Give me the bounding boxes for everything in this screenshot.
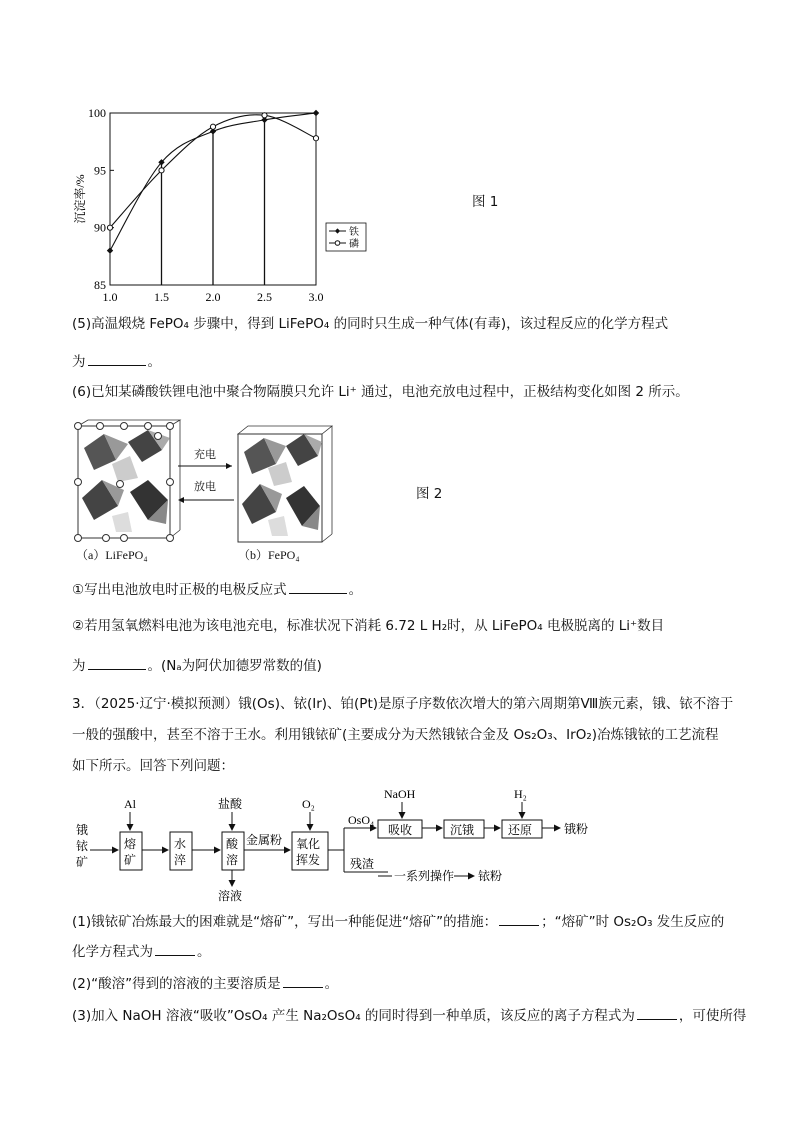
q5-line1: (5)高温煅烧 FePO₄ 步骤中，得到 LiFePO₄ 的同时只生成一种气体(有毒)，该过程反应的化学方程式 <box>72 316 669 332</box>
discharge-label: 放电 <box>194 481 216 493</box>
legend-label: 磷 <box>349 239 359 250</box>
h2-label: H₂ <box>514 787 527 801</box>
ops-label: 一系列操作 <box>394 869 455 883</box>
q3-p1-line2-suffix: 。 <box>197 944 211 960</box>
fepo4-caption: （b）FePO₄ <box>238 548 300 562</box>
hcl-label: 盐酸 <box>218 797 243 811</box>
x-tick-label: 1.5 <box>154 290 169 304</box>
q6-sub2-suffix: 。(Nₐ为阿伏加德罗常数的值) <box>147 658 322 674</box>
data-point-phosphorus <box>210 124 215 129</box>
absorb-label: 吸收 <box>388 823 413 837</box>
x-tick-label: 2.0 <box>205 290 221 304</box>
oxid-line-2: 挥发 <box>296 853 321 867</box>
precipitation-chart <box>70 100 359 304</box>
residue-label: 残渣 <box>350 857 375 871</box>
q3-p1-text: (1)锇铱矿冶炼最大的困难就是“熔矿”，写出一种能促进“熔矿”的措施： <box>72 914 498 930</box>
data-point-iron <box>313 110 319 116</box>
al-label: Al <box>124 797 136 811</box>
oxid-line-1: 氧化 <box>296 837 321 851</box>
data-point-phosphorus <box>262 113 267 118</box>
solution-label: 溶液 <box>218 889 243 903</box>
q3-intro-line1: 3．（2025·辽宁·模拟预测）锇(Os)、铱(Ir)、铂(Pt)是原子序数依次增大的第六周期第Ⅷ族元素，锇、铱不溶于 <box>72 696 734 712</box>
acid-char-2: 溶 <box>226 853 239 867</box>
x-tick-label: 1.0 <box>102 290 118 304</box>
data-point-phosphorus <box>313 136 318 141</box>
ore-char-2: 铱 <box>76 839 89 853</box>
y-tick-label: 100 <box>88 106 106 120</box>
q6-sub1-text: ①写出电池放电时正极的电极反应式 <box>72 582 287 598</box>
q6-sub2-answer-blank[interactable] <box>88 657 146 670</box>
water-char-2: 淬 <box>174 853 187 867</box>
naoh-label: NaOH <box>384 787 416 801</box>
q5-prefix: 为 <box>72 354 86 370</box>
ore-char-3: 矿 <box>76 855 89 869</box>
data-point-iron <box>107 247 113 253</box>
figure-2-label: 图 2 <box>416 486 443 502</box>
legend-marker-phosphorus <box>335 241 340 246</box>
q6-sub2-prefix: 为 <box>72 658 86 674</box>
ir-powder-label: 铱粉 <box>478 869 503 883</box>
q5-answer-blank[interactable] <box>88 353 146 366</box>
q3-p1-line1 <box>72 912 724 932</box>
q3-p2 <box>72 974 338 994</box>
legend-label: 铁 <box>349 227 359 238</box>
reduce-label: 还原 <box>508 823 533 837</box>
legend-box <box>326 223 366 251</box>
q6-sub1-suffix: 。 <box>348 582 363 598</box>
q3-p2-suffix: 。 <box>324 976 339 992</box>
q3-p3-suffix: ，可使所得 <box>678 1008 747 1024</box>
acid-char-1: 酸 <box>226 837 239 851</box>
melt-char-2: 矿 <box>124 853 137 867</box>
q3-p1-mid: ；“熔矿”时 Os₂O₃ 发生反应的 <box>541 914 725 930</box>
y-tick-label: 90 <box>94 220 106 235</box>
q3-p3 <box>72 1006 746 1026</box>
q6-sub2-line2 <box>72 656 322 676</box>
y-tick-label: 95 <box>94 163 106 178</box>
q6-intro: (6)已知某磷酸铁锂电池中聚合物隔膜只允许 Li⁺ 通过，电池充放电过程中，正极结构变化如图 2 所示。 <box>72 384 689 400</box>
os-powder-label: 锇粉 <box>564 822 589 836</box>
lifepo4-caption: （a）LiFePO₄ <box>76 548 148 562</box>
fepo4-structure <box>238 426 332 542</box>
precip-label: 沉锇 <box>450 823 475 837</box>
q5-suffix: 。 <box>147 354 161 370</box>
water-char-1: 水 <box>174 837 187 851</box>
process-flow-diagram <box>72 782 652 904</box>
lifepo4-structure <box>75 420 181 542</box>
q6-sub2-line1: ②若用氢氧燃料电池为该电池充电，标准状况下消耗 6.72 L H₂时，从 LiFePO₄ 电极脱离的 Li⁺数目 <box>72 618 665 634</box>
q3-p1-line2 <box>72 942 211 962</box>
data-point-phosphorus <box>107 225 112 230</box>
oso4-label: OsO₄ <box>348 813 375 827</box>
ore-char-1: 锇 <box>76 823 89 837</box>
q3-p3-answer-blank[interactable] <box>637 1007 677 1020</box>
melt-char-1: 熔 <box>124 837 137 851</box>
charge-label: 充电 <box>194 449 216 461</box>
y-axis-label: 沉淀率/% <box>73 174 87 224</box>
x-tick-label: 3.0 <box>308 290 324 304</box>
data-point-phosphorus <box>159 168 164 173</box>
q3-p1-equation-blank[interactable] <box>155 943 195 956</box>
q5-line2 <box>72 352 161 372</box>
q3-intro-line3: 如下所示。回答下列问题： <box>72 758 234 774</box>
q6-sub1 <box>72 580 362 600</box>
q3-p1-measure-blank[interactable] <box>499 913 539 926</box>
metal-powder-label: 金属粉 <box>246 833 283 847</box>
x-tick-label: 2.5 <box>257 290 272 304</box>
q3-p3-text: (3)加入 NaOH 溶液“吸收”OsO₄ 产生 Na₂OsO₄ 的同时得到一种单质，该反应的离子方程式为 <box>72 1008 635 1024</box>
q3-p2-answer-blank[interactable] <box>283 975 323 988</box>
q3-intro-line2: 一般的强酸中，甚至不溶于王水。利用锇铱矿(主要成分为天然锇铱合金及 Os₂O₃、IrO₂)冶炼锇铱的工艺流程 <box>72 727 719 743</box>
y-tick-label: 85 <box>94 278 106 292</box>
o2-label: O₂ <box>302 797 315 811</box>
q6-sub1-answer-blank[interactable] <box>289 581 347 594</box>
q3-p2-text: (2)“酸溶”得到的溶液的主要溶质是 <box>72 976 281 992</box>
q3-p1-line2-text: 化学方程式为 <box>72 944 153 960</box>
figure-1-label: 图 1 <box>472 194 499 210</box>
